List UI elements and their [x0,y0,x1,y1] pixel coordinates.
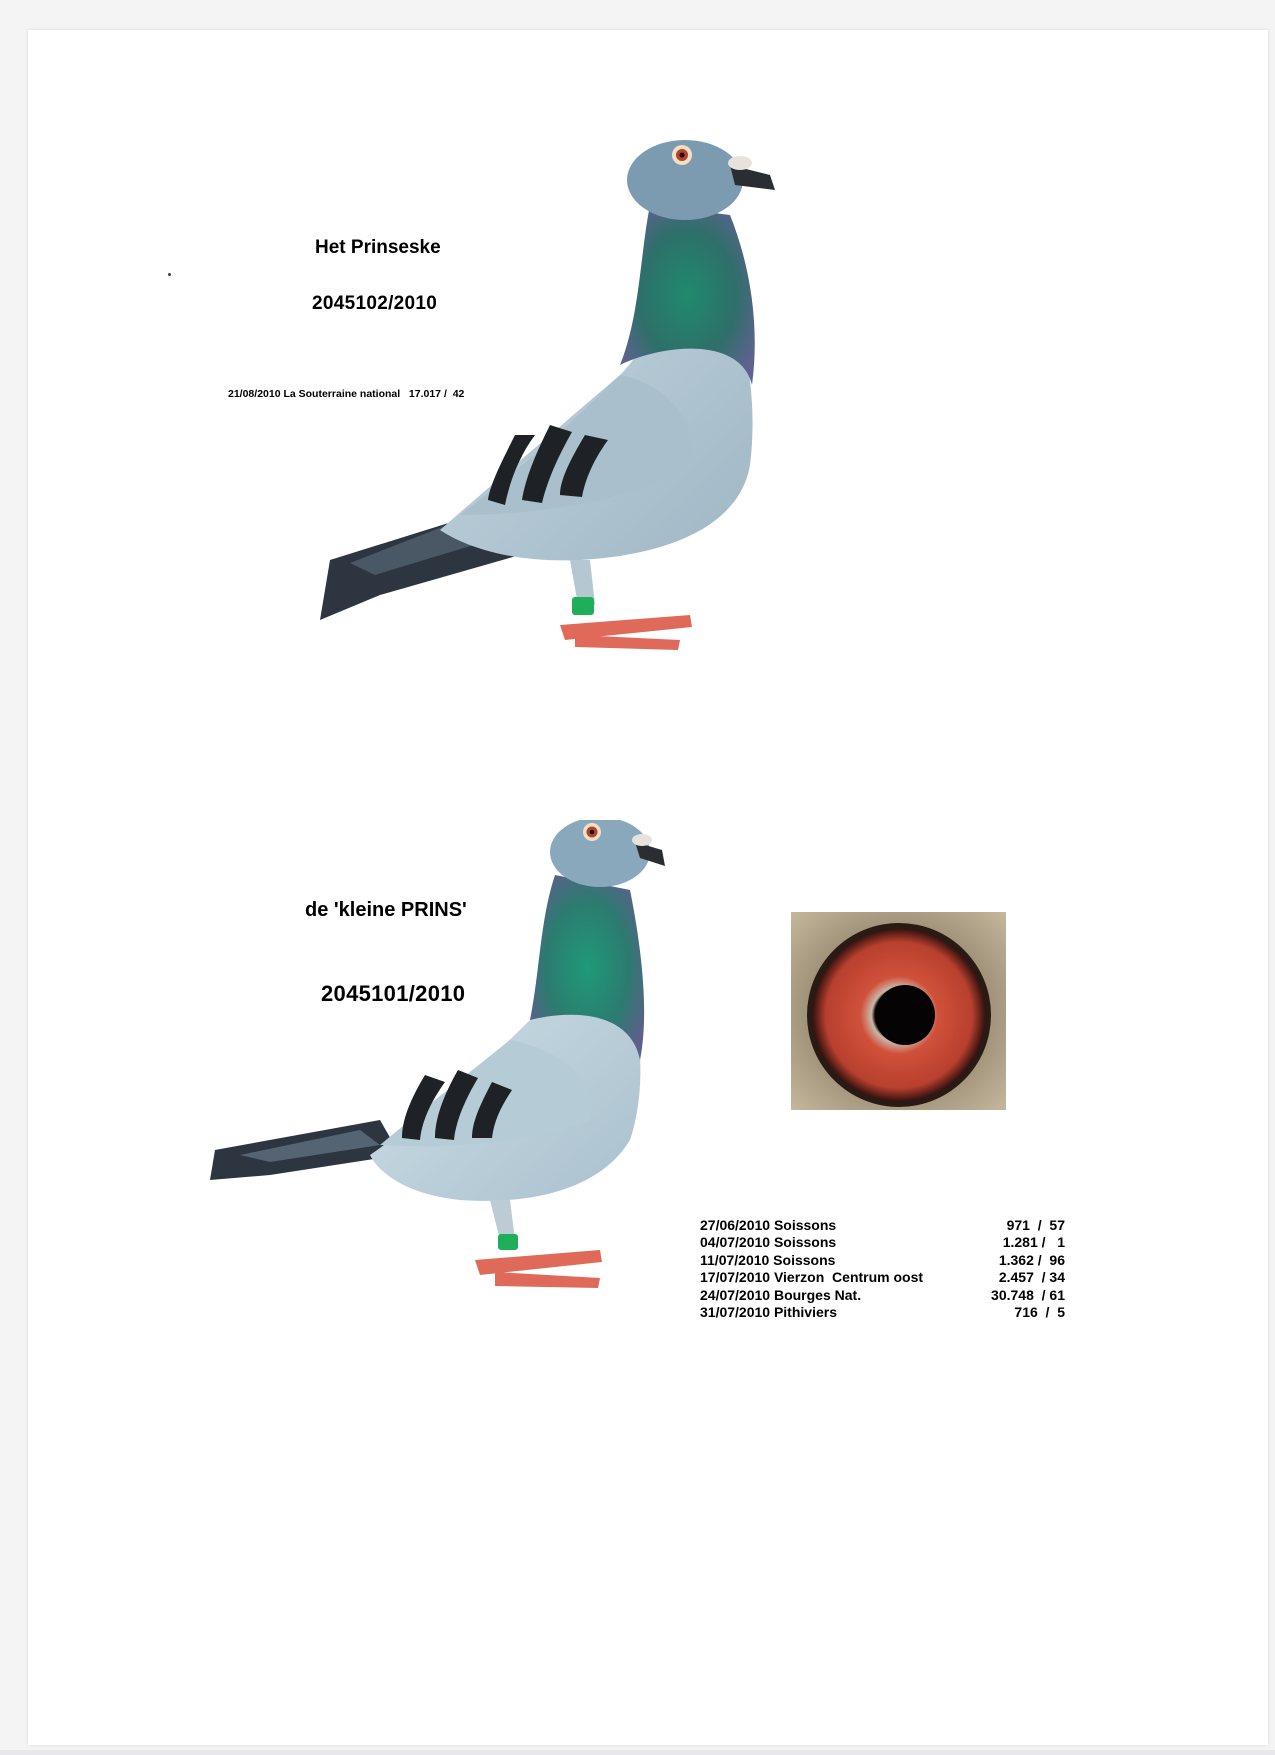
pigeon1-name: Het Prinseske [315,237,441,258]
result-row [700,1217,1065,1234]
result-row [700,1304,1065,1321]
result-row [700,1252,1065,1269]
result-place: 30.748 / 61 [991,1286,1065,1303]
result-place: 1.281 / 1 [1002,1234,1065,1251]
result-place: 2.457 / 34 [998,1269,1065,1286]
result-race: 27/06/2010 Soissons [700,1217,837,1233]
result-row [700,1287,1065,1304]
result-race: 17/07/2010 Vierzon Centrum oost [700,1269,924,1286]
result-race: 04/07/2010 Soissons [700,1234,837,1251]
result-place: 971 / 57 [1006,1217,1065,1233]
result-row [700,1234,1065,1251]
pigeon1-race-result: 21/08/2010 La Souterraine national 17.017 / 42 [228,388,465,400]
pigeon1-ring-number: 2045102/2010 [312,293,438,314]
page-edge [0,1750,1275,1755]
eye-closeup-photo [791,912,1006,1110]
result-race: 31/07/2010 Pithiviers [700,1304,837,1321]
pigeon-photo-het-prinseske [320,135,880,735]
result-place: 716 / 5 [1014,1304,1065,1321]
scan-speck [168,273,171,276]
result-row [700,1269,1065,1286]
result-race: 24/07/2010 Bourges Nat. [700,1286,862,1303]
pigeon2-results-list [700,1217,1065,1321]
pigeon2-name: de 'kleine PRINS' [305,899,467,921]
result-race: 11/07/2010 Soissons [700,1251,836,1268]
pigeon2-ring-number: 2045101/2010 [321,981,466,1006]
result-place: 1.362 / 96 [998,1251,1065,1268]
pigeon-photo-kleine-prins [210,820,750,1360]
